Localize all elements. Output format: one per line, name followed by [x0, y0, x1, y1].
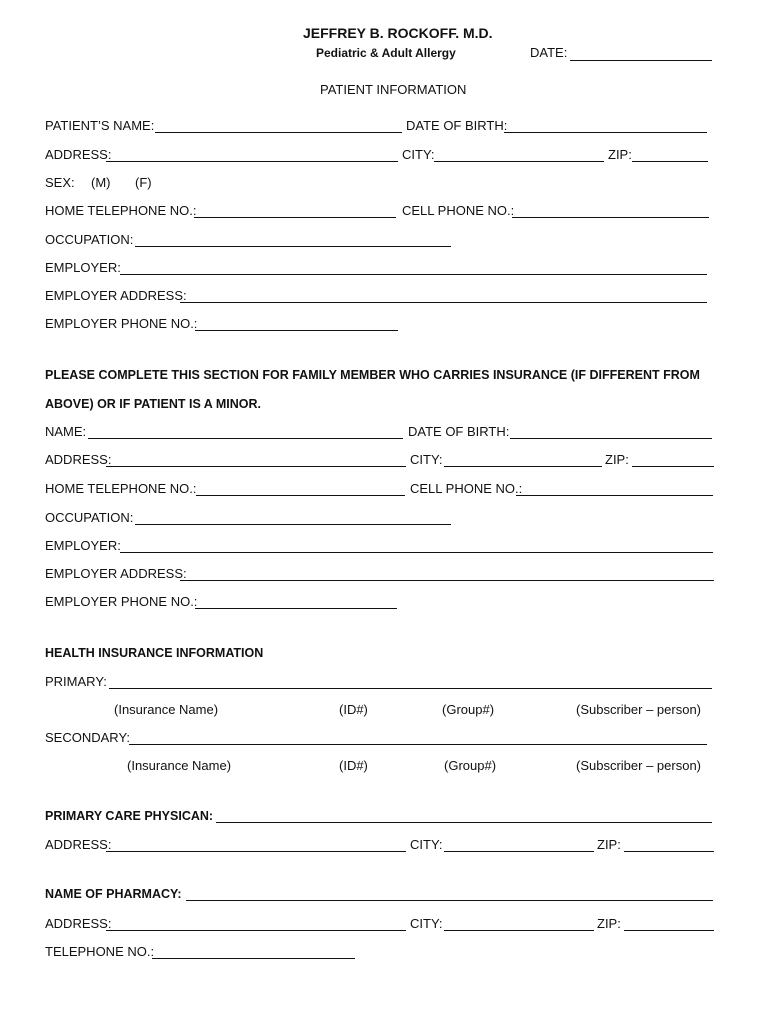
pharmacy-city-field[interactable]	[444, 930, 594, 931]
specialty: Pediatric & Adult Allergy	[316, 46, 456, 60]
patient-employer-field[interactable]	[120, 274, 707, 275]
insured-zip-field[interactable]	[632, 466, 714, 467]
insurance-heading: HEALTH INSURANCE INFORMATION	[45, 646, 264, 660]
sex-option-m[interactable]: (M)	[91, 175, 111, 190]
patient-occupation-label: OCCUPATION:	[45, 232, 134, 247]
insured-zip-label: ZIP:	[605, 452, 629, 467]
secondary-col-subscriber: (Subscriber – person)	[576, 758, 701, 773]
pcp-zip-label: ZIP:	[597, 837, 621, 852]
date-field[interactable]	[570, 60, 712, 61]
primary-col-insurance-name: (Insurance Name)	[114, 702, 219, 717]
insured-dob-field[interactable]	[510, 438, 712, 439]
insured-employer-field[interactable]	[120, 552, 713, 553]
patient-dob-label: DATE OF BIRTH:	[406, 118, 508, 133]
pcp-field[interactable]	[216, 822, 712, 823]
doctor-name: JEFFREY B. ROCKOFF. M.D.	[303, 25, 493, 41]
patient-employer-address-label: EMPLOYER ADDRESS:	[45, 288, 187, 303]
secondary-insurance-label: SECONDARY:	[45, 730, 131, 745]
patient-employer-label: EMPLOYER:	[45, 260, 121, 275]
insured-cell-phone-label: CELL PHONE NO.:	[410, 481, 523, 496]
primary-col-group: (Group#)	[442, 702, 495, 717]
patient-zip-field[interactable]	[632, 161, 708, 162]
patient-cell-phone-field[interactable]	[512, 217, 709, 218]
date-label: DATE:	[530, 45, 568, 60]
patient-address-field[interactable]	[106, 161, 398, 162]
insured-employer-label: EMPLOYER:	[45, 538, 121, 553]
pcp-city-label: CITY:	[410, 837, 443, 852]
pcp-zip-field[interactable]	[624, 851, 714, 852]
pharmacy-field[interactable]	[186, 900, 713, 901]
patient-home-phone-field[interactable]	[194, 217, 396, 218]
insured-address-label: ADDRESS:	[45, 452, 112, 467]
insured-employer-address-field[interactable]	[180, 580, 714, 581]
secondary-insurance-field[interactable]	[129, 744, 707, 745]
pharmacy-phone-field[interactable]	[152, 958, 355, 959]
pharmacy-phone-label: TELEPHONE NO.:	[45, 944, 155, 959]
insured-heading-line2: ABOVE) OR IF PATIENT IS A MINOR.	[45, 397, 261, 411]
patient-city-field[interactable]	[434, 161, 604, 162]
insured-address-field[interactable]	[106, 466, 406, 467]
primary-insurance-field[interactable]	[109, 688, 712, 689]
form-title: PATIENT INFORMATION	[320, 82, 467, 97]
insured-employer-address-label: EMPLOYER ADDRESS:	[45, 566, 187, 581]
sex-option-f[interactable]: (F)	[135, 175, 152, 190]
insured-employer-phone-label: EMPLOYER PHONE NO.:	[45, 594, 198, 609]
patient-home-phone-label: HOME TELEPHONE NO.:	[45, 203, 197, 218]
patient-employer-phone-label: EMPLOYER PHONE NO.:	[45, 316, 198, 331]
secondary-col-id: (ID#)	[339, 758, 368, 773]
insured-employer-phone-field[interactable]	[195, 608, 397, 609]
patient-zip-label: ZIP:	[608, 147, 632, 162]
pcp-label: PRIMARY CARE PHYSICAN:	[45, 809, 214, 823]
secondary-col-group: (Group#)	[444, 758, 497, 773]
pharmacy-city-label: CITY:	[410, 916, 443, 931]
insured-name-label: NAME:	[45, 424, 87, 439]
patient-cell-phone-label: CELL PHONE NO.:	[402, 203, 515, 218]
patient-sex-label: SEX:	[45, 175, 75, 190]
insured-occupation-field[interactable]	[135, 524, 451, 525]
insured-city-field[interactable]	[444, 466, 602, 467]
pharmacy-zip-field[interactable]	[624, 930, 714, 931]
pharmacy-address-field[interactable]	[106, 930, 406, 931]
insured-occupation-label: OCCUPATION:	[45, 510, 134, 525]
patient-dob-field[interactable]	[504, 132, 707, 133]
patient-name-field[interactable]	[155, 132, 402, 133]
insured-home-phone-label: HOME TELEPHONE NO.:	[45, 481, 197, 496]
pcp-city-field[interactable]	[444, 851, 594, 852]
patient-occupation-field[interactable]	[135, 246, 451, 247]
patient-address-label: ADDRESS:	[45, 147, 112, 162]
patient-employer-address-field[interactable]	[180, 302, 707, 303]
insured-home-phone-field[interactable]	[196, 495, 405, 496]
insured-dob-label: DATE OF BIRTH:	[408, 424, 510, 439]
pcp-address-field[interactable]	[106, 851, 406, 852]
pharmacy-address-label: ADDRESS:	[45, 916, 112, 931]
insured-heading-line1: PLEASE COMPLETE THIS SECTION FOR FAMILY MEMBER WHO CARRIES INSURANCE (IF DIFFERENT FROM	[45, 368, 700, 382]
pharmacy-zip-label: ZIP:	[597, 916, 621, 931]
insured-city-label: CITY:	[410, 452, 443, 467]
pcp-address-label: ADDRESS:	[45, 837, 112, 852]
insured-cell-phone-field[interactable]	[516, 495, 713, 496]
primary-insurance-label: PRIMARY:	[45, 674, 107, 689]
pharmacy-label: NAME OF PHARMACY:	[45, 887, 182, 901]
primary-col-id: (ID#)	[339, 702, 368, 717]
patient-city-label: CITY:	[402, 147, 435, 162]
secondary-col-insurance-name: (Insurance Name)	[127, 758, 232, 773]
patient-employer-phone-field[interactable]	[195, 330, 398, 331]
primary-col-subscriber: (Subscriber – person)	[576, 702, 701, 717]
insured-name-field[interactable]	[88, 438, 403, 439]
patient-name-label: PATIENT’S NAME:	[45, 118, 155, 133]
